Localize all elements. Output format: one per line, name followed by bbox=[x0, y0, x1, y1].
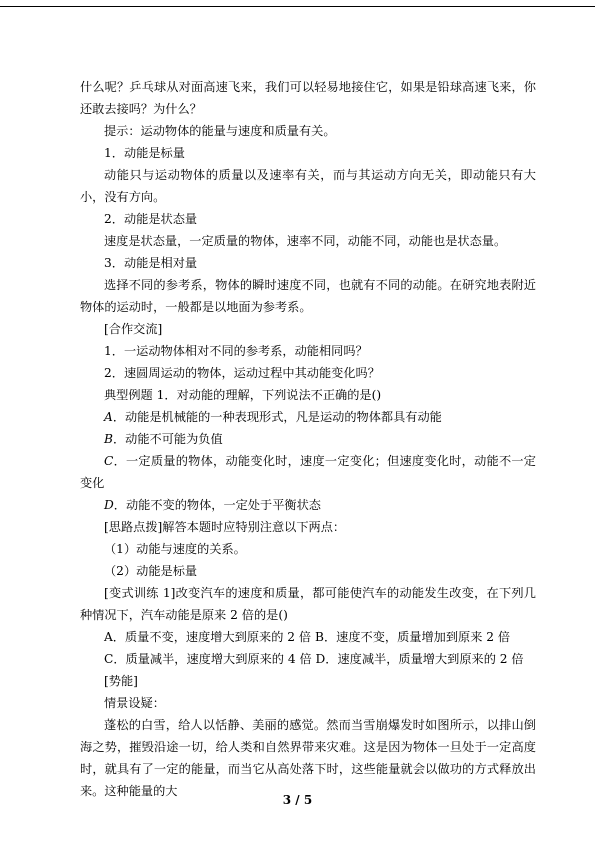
paragraph-16: [思路点拨]解答本题时应特别注意以下两点： bbox=[104, 520, 346, 534]
paragraph-1: 提示：运动物体的能量与速度和质量有关。 bbox=[104, 124, 336, 138]
paragraph-3: 动能只与运动物体的质量以及速率有关，而与其运动方向无关，即动能只有大小，没有方向。 bbox=[80, 168, 536, 204]
page-number: 3 / 5 bbox=[282, 793, 313, 807]
paragraph-17: （1）动能与速度的关系。 bbox=[104, 542, 246, 556]
paragraph-11: 典型例题 1．对动能的理解，下列说法不正确的是() bbox=[104, 388, 382, 402]
option-d: D．动能不变的物体，一定处于平衡状态 bbox=[104, 498, 321, 512]
paragraph-21: C．质量减半，速度增大到原来的 4 倍 D．速度减半，质量增大到原来的 2 倍 bbox=[104, 652, 524, 666]
option-c: C．一定质量的物体，动能变化时，速度一定变化；但速度变化时，动能不一定变化 bbox=[80, 454, 536, 490]
paragraph-9: 1．一运动物体相对不同的参考系，动能相同吗？ bbox=[104, 344, 368, 358]
paragraph-8: [合作交流] bbox=[104, 322, 163, 336]
header-rule bbox=[0, 6, 595, 7]
option-b: B．动能不可能为负值 bbox=[104, 432, 223, 446]
option-a: A．动能是机械能的一种表现形式，凡是运动的物体都具有动能 bbox=[104, 410, 442, 424]
paragraph-0: 什么呢？乒乓球从对面高速飞来，我们可以轻易地接住它，如果是铅球高速飞来，你还敢去接吗？为什么？ bbox=[80, 80, 536, 116]
paragraph-18: （2）动能是标量 bbox=[104, 564, 198, 578]
paragraph-22: [势能] bbox=[104, 674, 138, 688]
document-body bbox=[80, 76, 536, 802]
paragraph-5: 速度是状态量，一定质量的物体，速率不同，动能不同，动能也是状态量。 bbox=[104, 234, 507, 248]
paragraph-23: 情景设疑： bbox=[104, 696, 165, 710]
paragraph-19: [变式训练 1]改变汽车的速度和质量，都可能使汽车的动能发生改变，在下列几种情况下，汽车动能是原来 2 倍的是() bbox=[80, 586, 536, 622]
paragraph-24: 蓬松的白雪，给人以恬静、美丽的感觉。然而当雪崩爆发时如图所示，以排山倒海之势，摧毁沿途一切，给人类和自然界带来灾难。这是因为物体一旦处于一定高度时，就具有了一定的能量，而当它从高处落下时，这些能量就会以做功的方式释放出来。这种能量的大 bbox=[80, 718, 536, 798]
paragraph-10: 2．速圆周运动的物体，运动过程中其动能变化吗？ bbox=[104, 366, 380, 380]
paragraph-4: 2．动能是状态量 bbox=[104, 212, 198, 226]
paragraph-7: 选择不同的参考系，物体的瞬时速度不同，也就有不同的动能。在研究地表附近物体的运动时，一般都是以地面为参考系。 bbox=[80, 278, 536, 314]
paragraph-20: A．质量不变，速度增大到原来的 2 倍 B．速度不变，质量增加到原来 2 倍 bbox=[104, 630, 511, 644]
paragraph-2: 1．动能是标量 bbox=[104, 146, 185, 160]
paragraph-6: 3．动能是相对量 bbox=[104, 256, 198, 270]
